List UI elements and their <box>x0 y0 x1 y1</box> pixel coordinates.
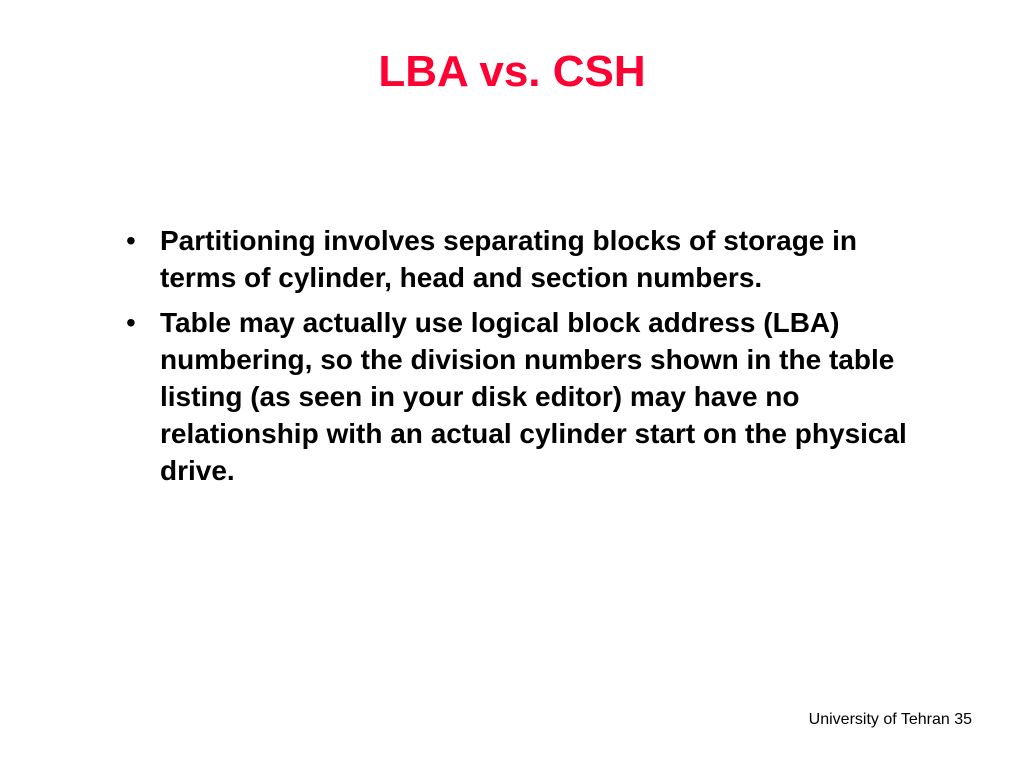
bullet-item <box>126 304 916 489</box>
slide-title: LBA vs. CSH <box>378 47 646 96</box>
bullet-text: Partitioning involves separating blocks of storage in terms of cylinder, head and section numbers. <box>160 225 858 293</box>
bullet-icon: • <box>126 307 136 338</box>
bullet-item <box>126 222 916 296</box>
bullet-list <box>126 222 916 497</box>
bullet-icon: • <box>126 225 136 256</box>
bullet-text: Table may actually use logical block address (LBA) numbering, so the division numbers shown in the table listing (as seen in your disk editor) may have no relationship with an actual cylinder start on the physical drive. <box>160 307 907 486</box>
slide-footer: University of Tehran 35 <box>808 711 972 728</box>
